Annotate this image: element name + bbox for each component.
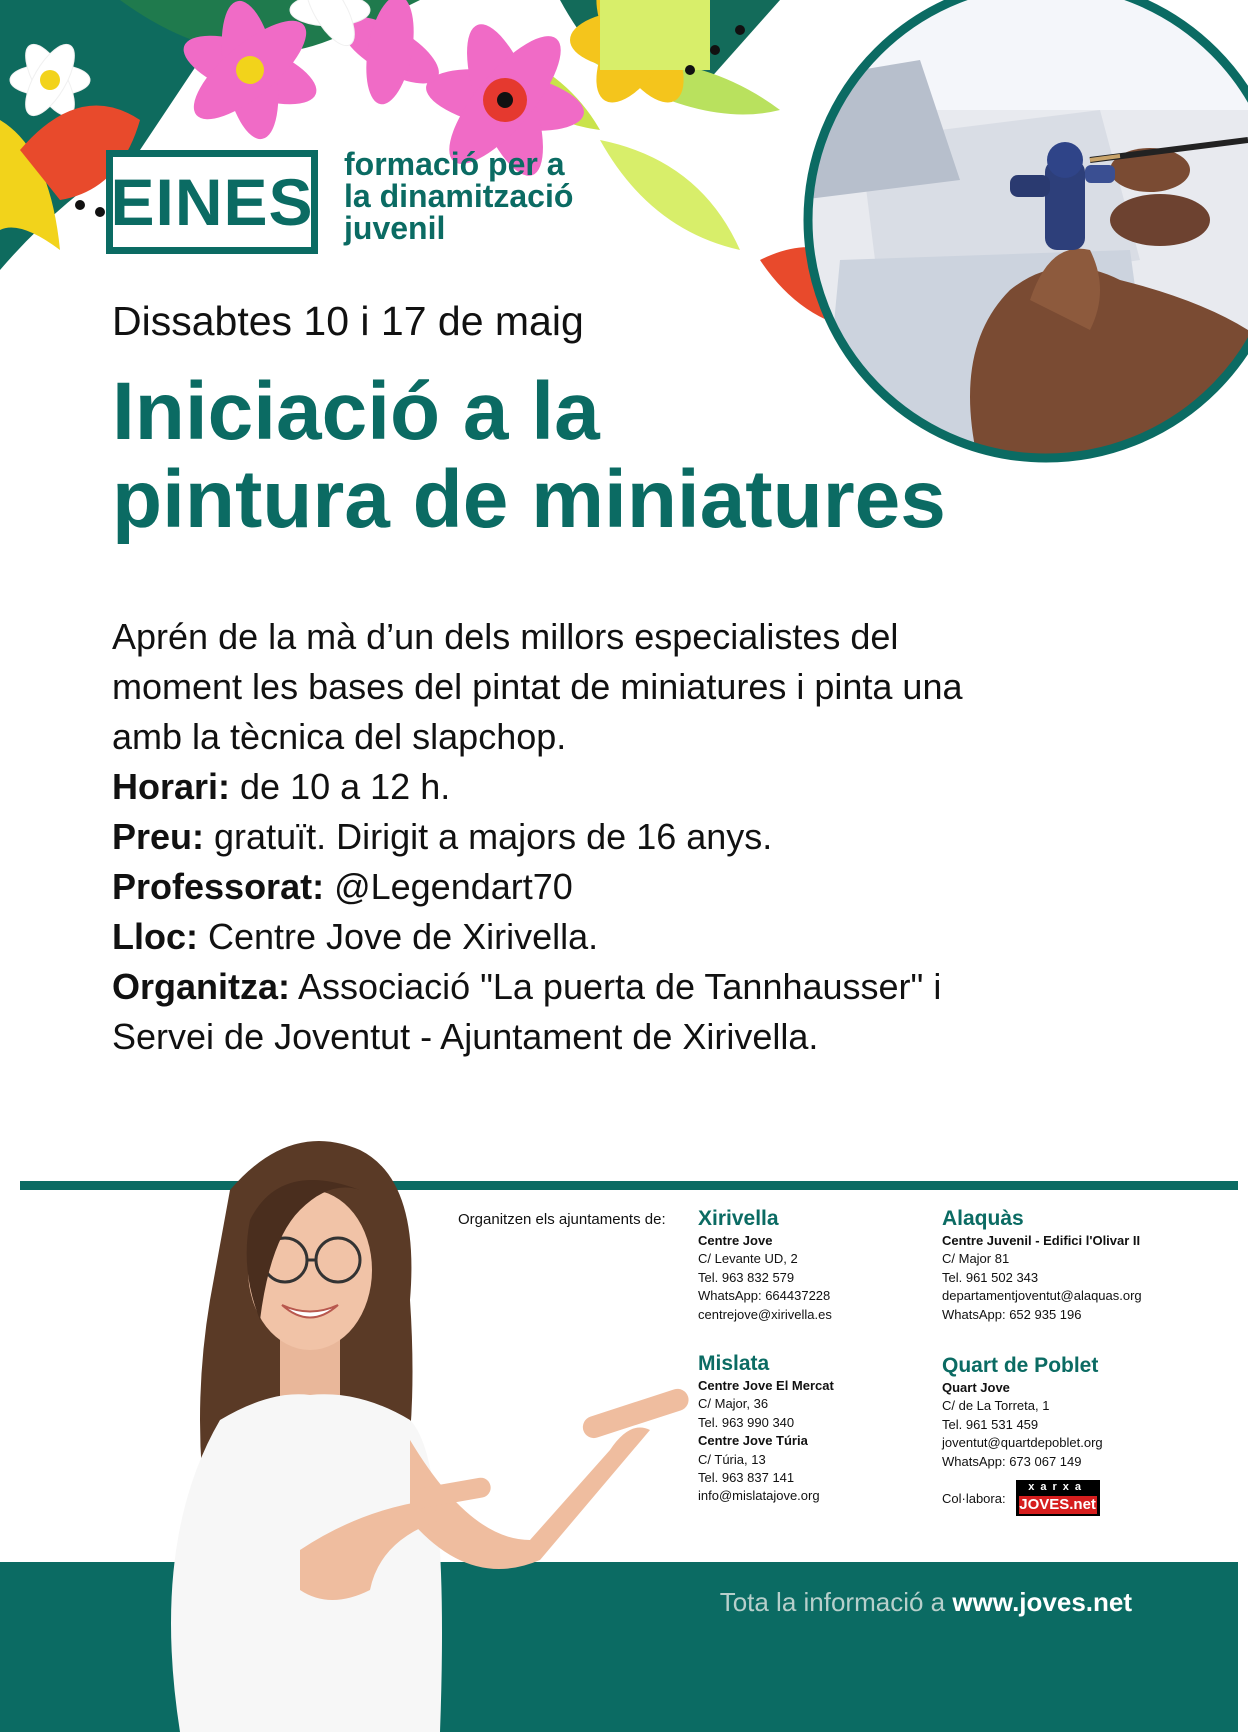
event-date: Dissabtes 10 i 17 de maig — [112, 298, 584, 344]
footer-info — [720, 1587, 1132, 1618]
detail-label: Lloc: — [112, 916, 198, 957]
logo-bottom-text: JOVES.net — [1019, 1496, 1096, 1513]
event-description — [112, 612, 1112, 1062]
description-line: amb la tècnica del slapchop. — [112, 716, 567, 757]
whatsapp: WhatsApp: 664437228 — [698, 1288, 831, 1304]
detail-price — [112, 812, 1112, 862]
description-line: moment les bases del pintat de miniatures i pinta una — [112, 666, 963, 707]
center-name: Centre Jove El Mercat — [698, 1378, 834, 1393]
phone: Tel. 963 837 141 — [698, 1470, 795, 1486]
whatsapp: WhatsApp: 652 935 196 — [942, 1306, 1082, 1322]
organizers-label: Organitzen els ajuntaments de: — [458, 1211, 666, 1228]
detail-organizer — [112, 962, 1112, 1012]
logo-top-text: xarxa — [1028, 1481, 1087, 1493]
detail-teacher — [112, 862, 1112, 912]
address: C/ Major 81 — [942, 1251, 1010, 1267]
collab-label: Col·labora: — [942, 1490, 1006, 1506]
title-line: pintura de miniatures — [112, 454, 946, 545]
detail-organizer-continuation: Servei de Joventut - Ajuntament de Xirivella. — [112, 1016, 819, 1057]
email: departamentjoventut@alaquas.org — [942, 1288, 1142, 1304]
center-name: Centre Jove Túria — [698, 1433, 808, 1449]
address: C/ Levante UD, 2 — [698, 1251, 798, 1267]
xarxa-joves-logo — [1016, 1480, 1100, 1516]
address: C/ Túria, 13 — [698, 1451, 766, 1467]
description-line: Aprén de la mà d’un dels millors especialistes del — [112, 616, 899, 657]
detail-label: Preu: — [112, 816, 205, 857]
tagline-line: juvenil — [344, 210, 446, 246]
town-xirivella — [698, 1206, 832, 1324]
eines-logo — [106, 150, 318, 254]
detail-label: Horari: — [112, 766, 231, 807]
phone: Tel. 963 990 340 — [698, 1414, 795, 1430]
detail-value: Centre Jove de Xirivella. — [198, 916, 599, 957]
detail-value: gratuït. Dirigit a majors de 16 anys. — [204, 816, 773, 857]
center-name: Quart Jove — [942, 1380, 1010, 1395]
address: C/ Major, 36 — [698, 1396, 769, 1412]
event-title — [112, 368, 946, 544]
town-name: Quart de Poblet — [942, 1354, 1099, 1377]
detail-label: Professorat: — [112, 866, 325, 907]
address: C/ de La Torreta, 1 — [942, 1398, 1050, 1414]
collaborator — [942, 1480, 1100, 1516]
footer-prefix: Tota la informació a — [719, 1587, 953, 1617]
town-name: Alaquàs — [942, 1207, 1024, 1230]
email: info@mislatajove.org — [698, 1488, 820, 1504]
town-name: Xirivella — [698, 1207, 779, 1230]
phone: Tel. 963 832 579 — [698, 1269, 795, 1285]
detail-schedule — [112, 762, 1112, 812]
detail-label: Organitza: — [112, 966, 291, 1007]
tagline-line: la dinamització — [344, 178, 574, 214]
center-name: Centre Jove — [698, 1233, 773, 1248]
logo-text: EINES — [110, 165, 314, 239]
whatsapp: WhatsApp: 673 067 149 — [942, 1453, 1082, 1469]
email: centrejove@xirivella.es — [698, 1306, 832, 1322]
detail-place — [112, 912, 1112, 962]
tagline-line: formació per a — [344, 146, 565, 182]
detail-value: @Legendart70 — [324, 866, 573, 907]
town-mislata — [698, 1351, 834, 1506]
brand-tagline — [344, 148, 644, 244]
detail-value: de 10 a 12 h. — [230, 766, 451, 807]
detail-value: Associació "La puerta de Tannhausser" i — [290, 966, 942, 1007]
title-line: Iniciació a la — [112, 366, 600, 457]
town-quart-de-poblet — [942, 1353, 1103, 1471]
footer-url-link[interactable]: www.joves.net — [952, 1587, 1132, 1617]
phone: Tel. 961 502 343 — [942, 1269, 1039, 1285]
center-name: Centre Juvenil - Edifici l'Olivar II — [942, 1233, 1141, 1248]
town-alaquas — [942, 1206, 1142, 1324]
email: joventut@quartdepoblet.org — [942, 1435, 1103, 1451]
town-name: Mislata — [698, 1352, 770, 1375]
phone: Tel. 961 531 459 — [942, 1416, 1039, 1432]
